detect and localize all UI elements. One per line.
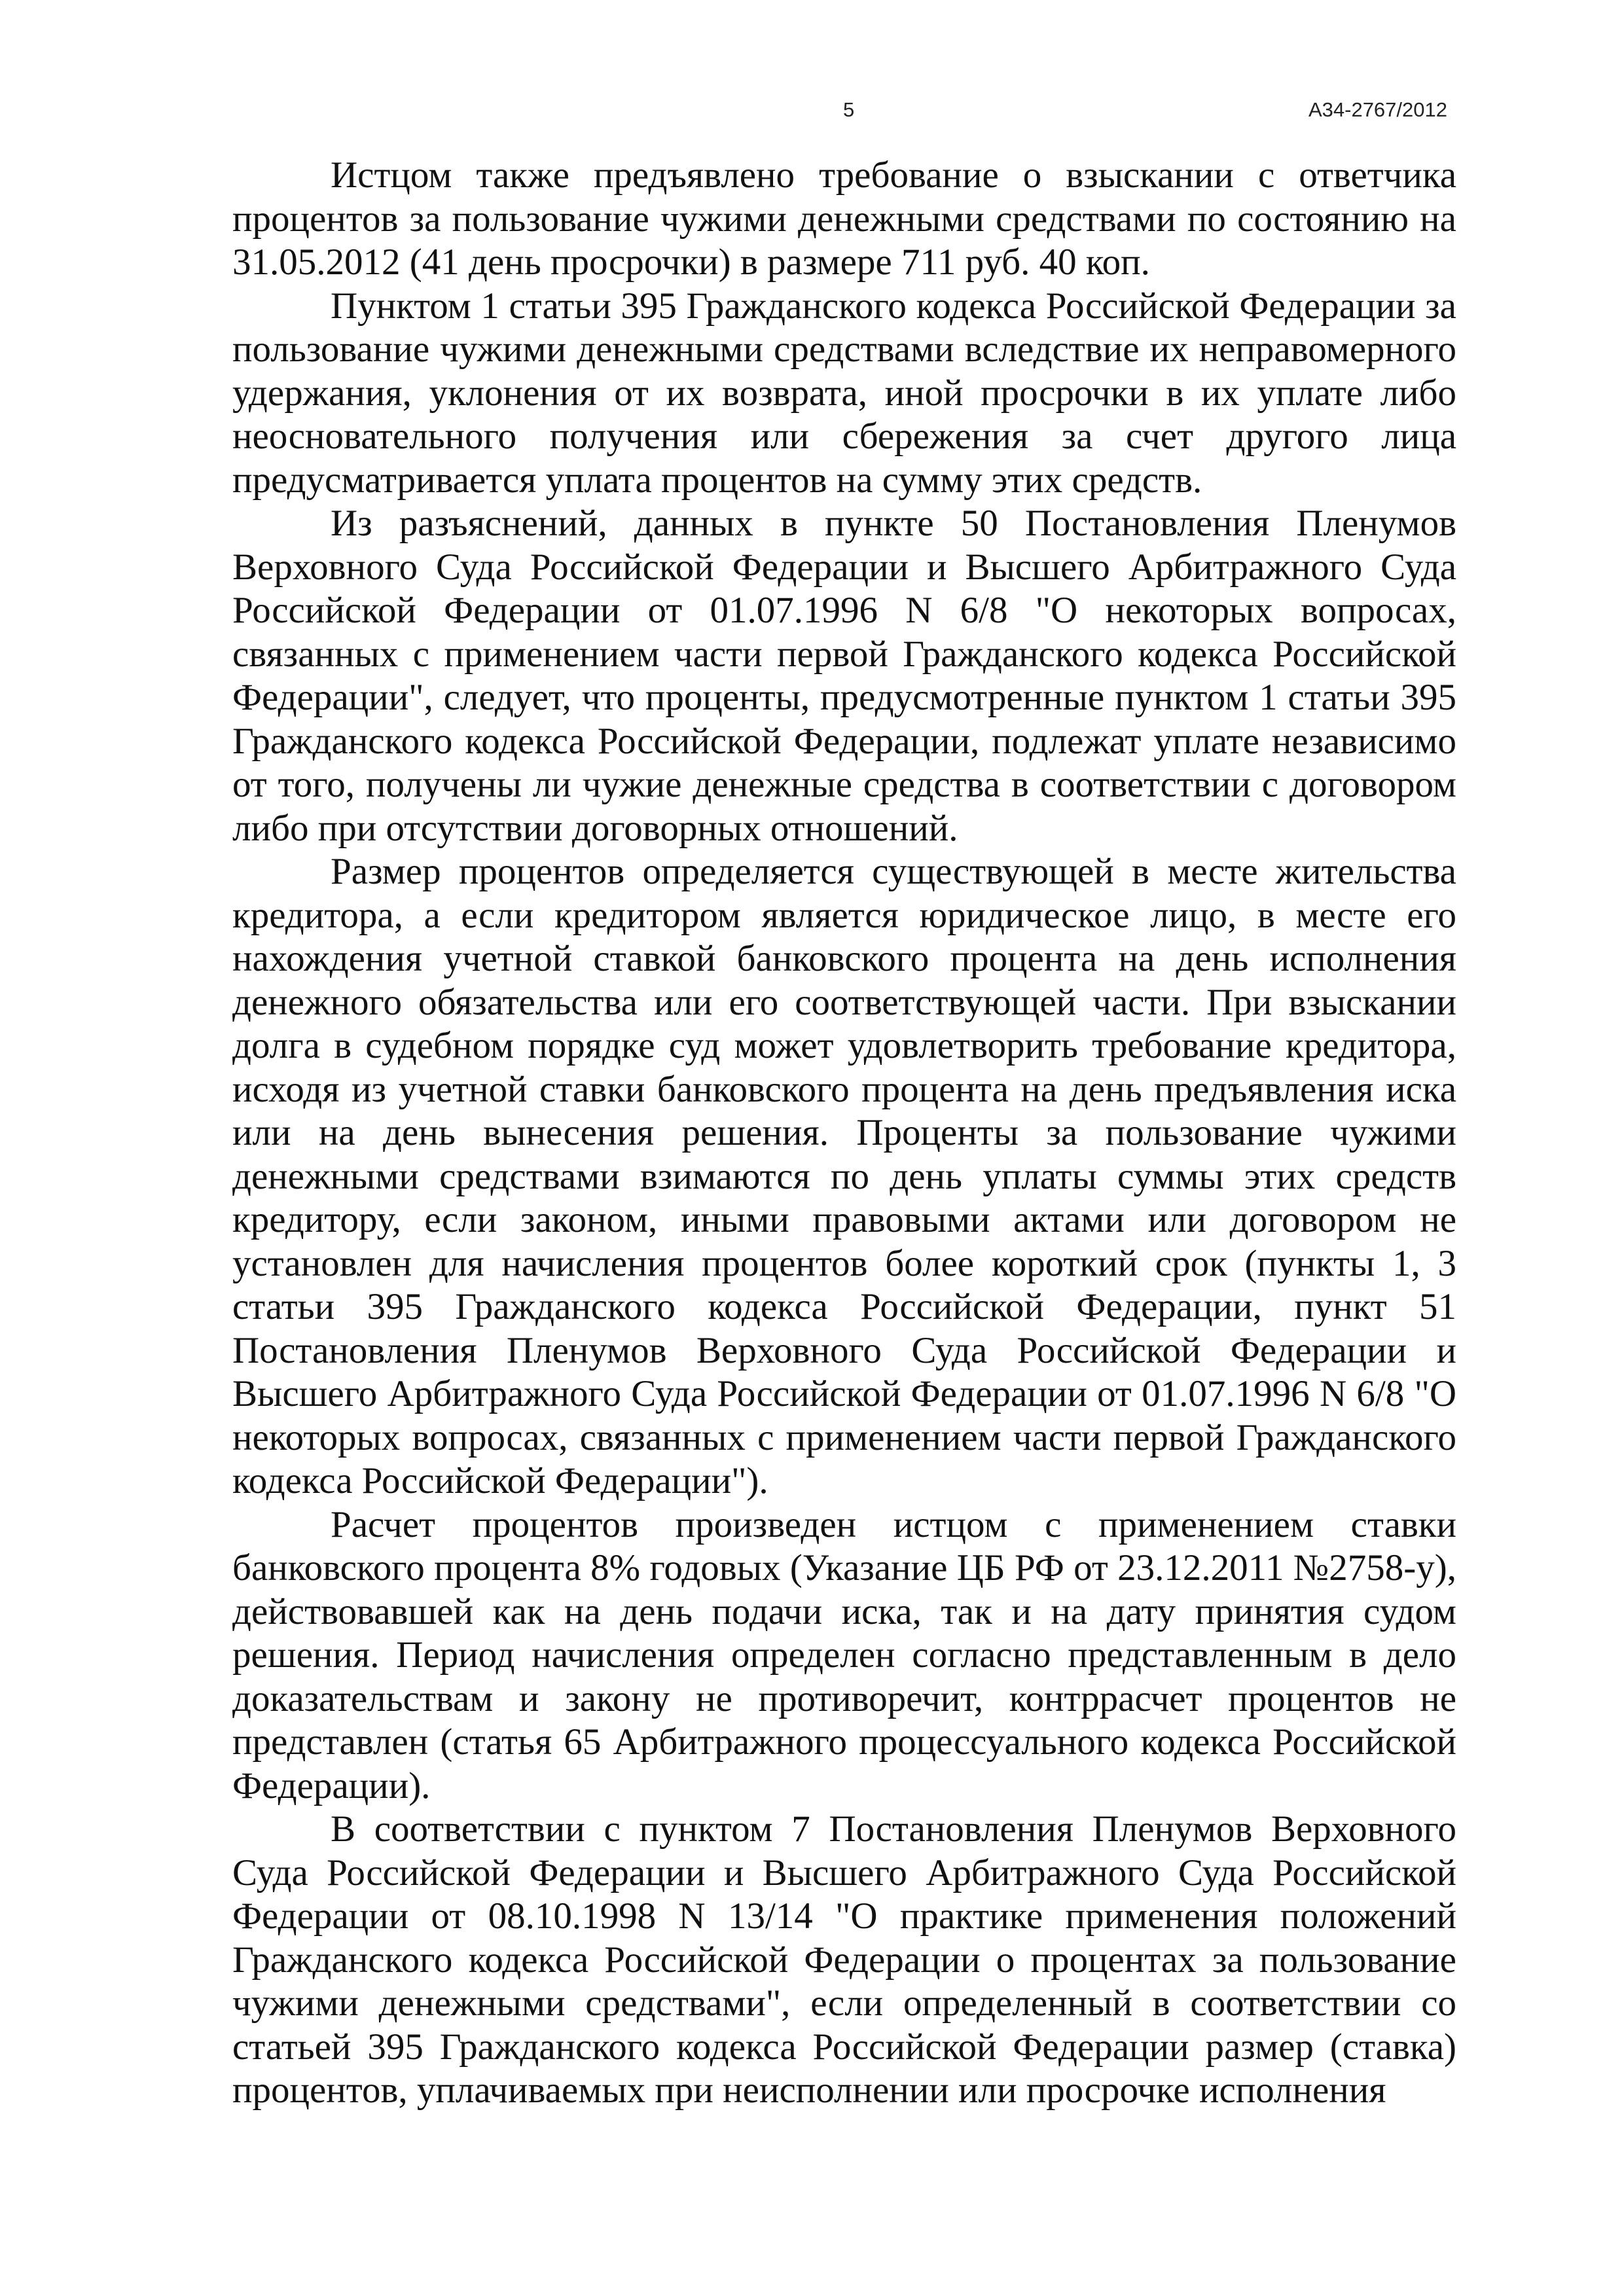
case-number: А34-2767/2012 — [1308, 98, 1447, 121]
paragraph: Размер процентов определяется существующей в месте жительства кредитора, а если кредитором является юридическое лицо, в месте его нахождения учетной ставкой банковского процента на день исполнения денежного обязательства или его соответствующей части. При взыскании долга в судебном порядке суд может удовлетворить требование кредитора, исходя из учетной ставки банковского процента на день предъявления иска или на день вынесения решения. Проценты за пользование чужими денежными средствами взимаются по день уплаты суммы этих средств кредитору, если законом, иными правовыми актами или договором не установлен для начисления процентов более короткий срок (пункты 1, 3 статьи 395 Гражданского кодекса Российской Федерации, пункт 51 Постановления Пленумов Верховного Суда Российской Федерации и Высшего Арбитражного Суда Российской Федерации от 01.07.1996 N 6/8 "О некоторых вопросах, связанных с применением части первой Гражданского кодекса Российской Федерации"). — [232, 851, 1456, 1501]
page-number: 5 — [843, 98, 855, 121]
paragraph: В соответствии с пунктом 7 Постановления Пленумов Верховного Суда Российской Федерации и Высшего Арбитражного Суда Российской Федерации от 08.10.1998 N 13/14 "О практике применения положений Гражданского кодекса Российской Федерации о процентах за пользование чужими денежными средствами", если определенный в соответствии со статьей 395 Гражданского кодекса Российской Федерации размер (ставка) процентов, уплачиваемых при неисполнении или просрочке исполнения — [232, 1808, 1456, 2111]
paragraph: Истцом также предъявлено требование о взыскании с ответчика процентов за пользование чужими денежными средствами по состоянию на 31.05.2012 (41 день просрочки) в размере 711 руб. 40 коп. — [232, 154, 1456, 283]
paragraph: Пунктом 1 статьи 395 Гражданского кодекса Российской Федерации за пользование чужими денежными средствами вследствие их неправомерного удержания, уклонения от их возврата, иной просрочки в их уплате либо неосновательного получения или сбережения за счет другого лица предусматривается уплата процентов на сумму этих средств. — [232, 285, 1456, 501]
paragraph: Из разъяснений, данных в пункте 50 Постановления Пленумов Верховного Суда Российской Федерации и Высшего Арбитражного Суда Российской Федерации от 01.07.1996 N 6/8 "О некоторых вопросах, связанных с применением части первой Гражданского кодекса Российской Федерации", следует, что проценты, предусмотренные пунктом 1 статьи 395 Гражданского кодекса Российской Федерации, подлежат уплате независимо от того, получены ли чужие денежные средства в соответствии с договором либо при отсутствии договорных отношений. — [232, 503, 1456, 849]
document-body — [232, 154, 1456, 2113]
page-header — [0, 92, 1624, 131]
paragraph: Расчет процентов произведен истцом с применением ставки банковского процента 8% годовых (Указание ЦБ РФ от 23.12.2011 №2758-у), действовавшей как на день подачи иска, так и на дату принятия судом решения. Период начисления определен согласно представленным в дело доказательствам и закону не противоречит, контррасчет процентов не представлен (статья 65 Арбитражного процессуального кодекса Российской Федерации). — [232, 1503, 1456, 1806]
